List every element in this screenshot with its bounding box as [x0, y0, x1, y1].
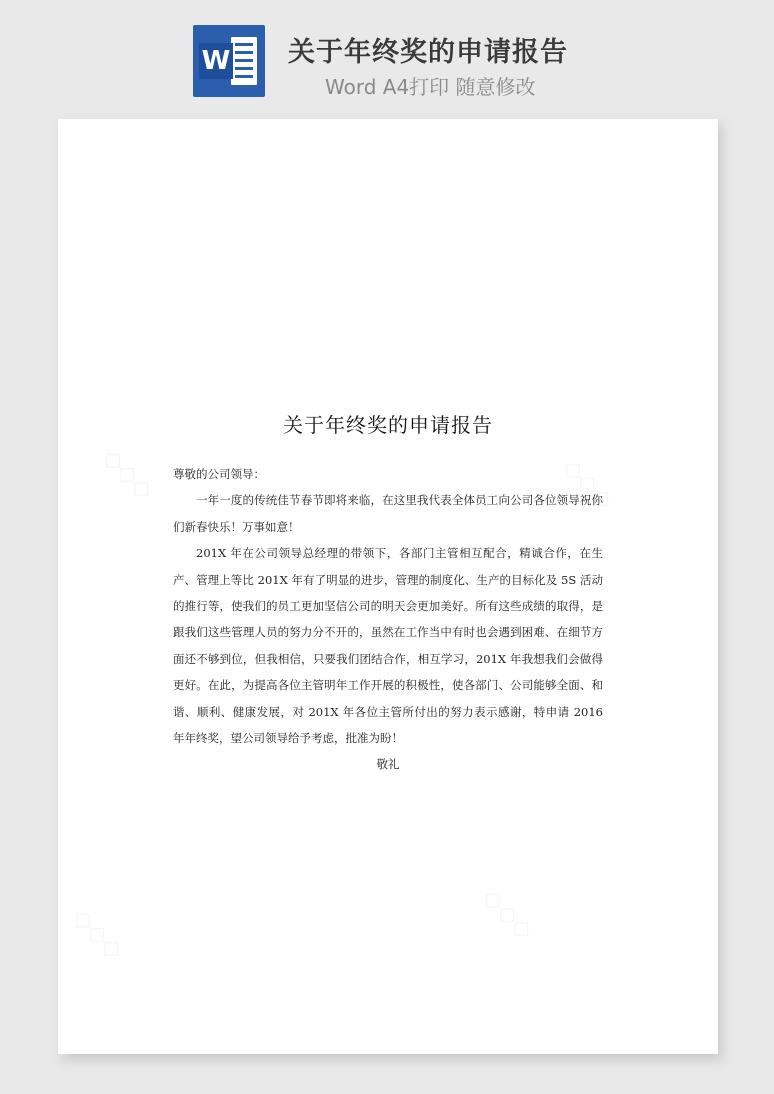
paragraph: 201X 年在公司领导总经理的带领下，各部门主管相互配合，精诚合作，在生产、管理上等比 201X 年有了明显的进步，管理的制度化、生产的目标化及 5S 活动的推行等，使我们的员工更加坚信公司的明天会更加美好。所有这些成绩的取得，是跟我们这些管理人员的努力分不开的，虽然在工作当中有时也会遇到困难、在细节方面还不够到位，但我相信，只要我们团结合作，相互学习，201X 年我想我们会做得更好。在此，为提高各位主管明年工作开展的积极性，使各部门、公司能够全面、和谐、顺利、健康发展，对 201X 年各位主管所付出的努力表示感谢，特申请 2016 年年终奖，望公司领导给予考虑，批准为盼！: [173, 546, 603, 746]
watermark: [66, 902, 130, 966]
salutation: 尊敬的公司领导：: [173, 467, 265, 481]
watermark: [476, 882, 540, 946]
word-letter: W: [199, 43, 233, 79]
document-page: [58, 119, 718, 1054]
closing: 敬礼: [376, 757, 400, 772]
paragraph: 一年一度的传统佳节春节即将来临，在这里我代表全体员工向公司各位领导祝你们新春快乐！万事如意！: [173, 493, 603, 534]
watermark: [96, 442, 160, 506]
document-body: [173, 461, 603, 778]
header-subtitle: Word A4打印 随意修改: [325, 75, 536, 99]
word-icon: [193, 25, 265, 97]
header-title: 关于年终奖的申请报告: [288, 37, 568, 68]
document-title: 关于年终奖的申请报告: [283, 413, 493, 437]
document-lines-icon: [231, 37, 257, 85]
preview-header: [0, 0, 774, 110]
